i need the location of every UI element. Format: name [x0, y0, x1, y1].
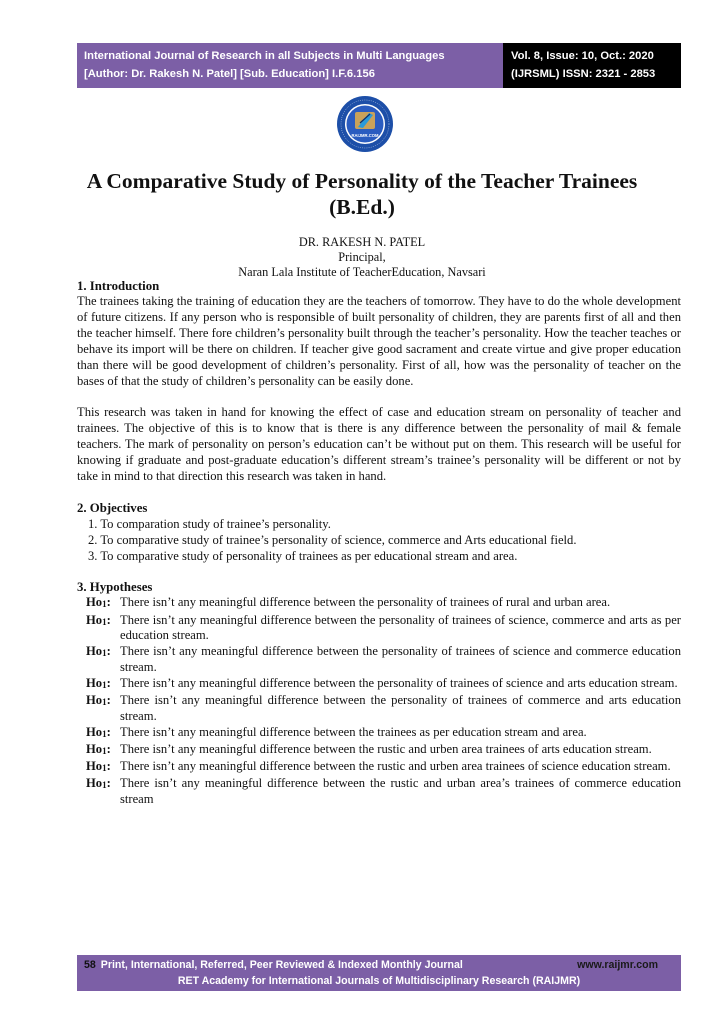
journal-type: Print, International, Referred, Peer Reviewed & Indexed Monthly Journal	[100, 959, 463, 971]
hypothesis-text: There isn’t any meaningful difference between the rustic and urben area trainees of arts education stream.	[120, 741, 652, 756]
hypothesis-label: $Ho_1$:	[86, 644, 111, 659]
author-designation: Principal,	[338, 250, 386, 264]
hypothesis-text: There isn’t any meaningful difference between the personality of trainees of commerce and arts education stream.	[120, 693, 681, 723]
journal-footer	[77, 955, 681, 991]
paper-title-line-2: (B.Ed.)	[329, 195, 395, 219]
issue-info-block	[503, 43, 681, 88]
objective-item: 3. To comparative study of personality of trainees as per educational stream and area.	[88, 548, 518, 563]
website-link[interactable]: www.raijmr.com	[577, 959, 658, 971]
hypothesis-text: There isn’t any meaningful difference between the personality of trainees of science, commerce and arts as per education stream.	[120, 612, 681, 643]
hypothesis-item	[86, 776, 681, 807]
hypothesis-label: $Ho_1$:	[86, 776, 111, 790]
hypothesis-label: $Ho_1$:	[86, 675, 111, 690]
introduction-paragraph-2: This research was taken in hand for knowing the effect of case and education stream on personality of teacher and trainees. The objective of this is to know that is there is any difference between the personality of mail & female teachers. The mark of personality on person’s education can’t be without put on them. This research will be useful for knowing if graduate and post-graduate education’s different stream’s trainee’s personality will be different or not by take in mind to that direction this research was taken in hand.	[77, 404, 681, 483]
hypothesis-item	[86, 613, 681, 644]
author-affiliation: Naran Lala Institute of TeacherEducation, Navsari	[238, 265, 486, 279]
journal-name: International Journal of Research in all Subjects in Multi Languages	[84, 50, 445, 62]
objectives-list	[77, 516, 681, 564]
hypothesis-text: There isn’t any meaningful difference between the personality of trainees of rural and urban area.	[120, 595, 611, 610]
paper-title-line-1: A Comparative Study of Personality of the Teacher Trainees	[86, 169, 638, 193]
hypothesis-item	[86, 693, 681, 724]
hypothesis-item	[86, 644, 681, 675]
issn: (IJRSML) ISSN: 2321 - 2853	[511, 68, 656, 80]
author-name: DR. RAKESH N. PATEL	[298, 235, 426, 249]
hypothesis-text: There isn’t any meaningful difference between the trainees as per education stream and area.	[120, 724, 587, 739]
svg-text:RAIJMR.COM: RAIJMR.COM	[351, 133, 379, 138]
paper-title	[60, 168, 664, 220]
page-number: 58	[84, 959, 96, 971]
hypothesis-text: There isn’t any meaningful difference between the personality of trainees of science and commerce education stream.	[120, 644, 681, 674]
hypothesis-label: $Ho_1$:	[86, 758, 111, 773]
publisher-name: RET Academy for International Journals of Multidisciplinary Research (RAIJMR)	[177, 975, 581, 987]
hypothesis-text: There isn’t any meaningful difference between the rustic and urben area trainees of science education stream.	[120, 758, 671, 773]
journal-header	[77, 43, 681, 88]
hypotheses-heading: 3. Hypotheses	[77, 580, 153, 595]
raijmr-seal-logo-icon	[336, 95, 394, 153]
hypothesis-label: $Ho_1$:	[86, 693, 111, 708]
volume-issue: Vol. 8, Issue: 10, Oct.: 2020	[511, 50, 654, 62]
hypothesis-item	[86, 725, 681, 742]
objective-item: 2. To comparative study of trainee’s personality of science, commerce and Arts educational field.	[88, 532, 577, 547]
hypothesis-item	[86, 759, 681, 776]
introduction-paragraph-1: The trainees taking the training of education they are the teachers of tomorrow. They have to do the whole development of future citizens. If any person who is responsible of built personality of children, they are parents first of all and then the teacher himself. There fore children’s personality built through the teacher’s personality. How the teacher teaches or behave its import will be there on children. If teacher give good sacrament and create virtue and give proper education than there will be good development of children’s personality. First of all, how was the personality of teacher on the bases of that the study of children’s personality can be easily done.	[77, 294, 681, 388]
footer-row-1	[84, 957, 674, 973]
hypothesis-label: $Ho_1$:	[86, 741, 111, 756]
hypothesis-label: $Ho_1$:	[86, 595, 111, 610]
hypothesis-item	[86, 676, 681, 693]
hypothesis-item	[86, 595, 681, 612]
author-block	[60, 235, 664, 280]
hypothesis-label: $Ho_1$:	[86, 724, 111, 739]
hypothesis-text: There isn’t any meaningful difference between the rustic and urban area’s trainees of commerce education stream	[120, 776, 681, 806]
objectives-heading: 2. Objectives	[77, 500, 148, 515]
objective-item: 1. To comparation study of trainee’s personality.	[88, 516, 331, 531]
hypothesis-label: $Ho_1$:	[86, 612, 111, 627]
author-subject-line: [Author: Dr. Rakesh N. Patel] [Sub. Education] I.F.6.156	[84, 68, 375, 80]
journal-info-block	[77, 43, 503, 88]
hypothesis-text: There isn’t any meaningful difference between the personality of trainees of science and arts education stream.	[120, 675, 678, 690]
paper-body	[77, 278, 681, 808]
hypothesis-item	[86, 742, 681, 759]
introduction-heading: 1. Introduction	[77, 279, 160, 293]
hypotheses-list	[77, 595, 681, 807]
